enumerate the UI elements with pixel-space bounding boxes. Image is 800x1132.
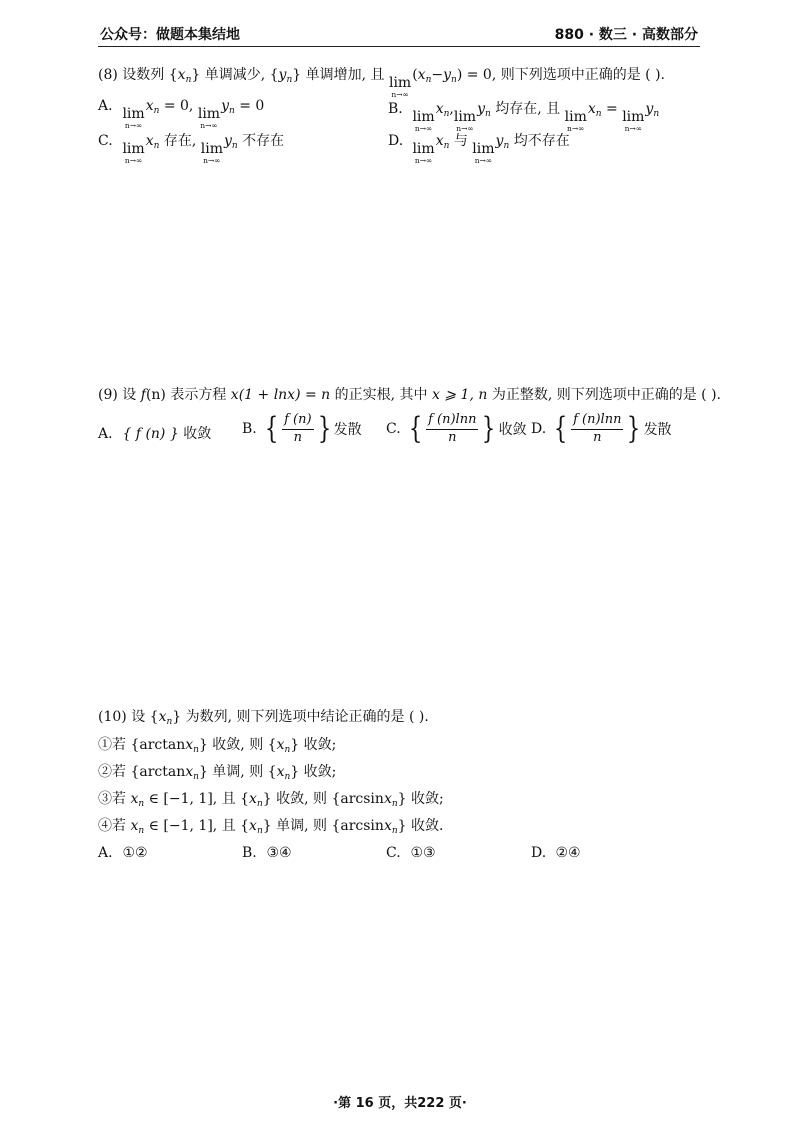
var-y: y bbox=[495, 133, 504, 149]
var-x: x bbox=[276, 764, 285, 780]
question-number: (8) bbox=[98, 67, 118, 83]
option-text: 与 bbox=[449, 133, 473, 149]
header-source: 公众号：做题本集结地 bbox=[100, 27, 240, 43]
q8-option-a[interactable] bbox=[98, 98, 264, 130]
option-letter: B. bbox=[242, 845, 257, 861]
sub-n: n bbox=[653, 109, 660, 119]
q9-option-a[interactable] bbox=[98, 423, 211, 443]
option-body bbox=[242, 413, 362, 446]
var-x: x bbox=[177, 67, 186, 83]
stem-text: 设数列 { bbox=[117, 67, 178, 83]
lim-sub: n→∞ bbox=[391, 90, 409, 99]
left-brace: { bbox=[553, 411, 568, 447]
stem-text: ) = 0, 则下列选项中正确的是 ( ). bbox=[456, 67, 666, 83]
stmt-text: } 收敛; bbox=[290, 764, 337, 780]
sub-n: n bbox=[138, 799, 145, 809]
q8-option-d[interactable] bbox=[388, 130, 570, 165]
stem-text: 设 { bbox=[126, 709, 159, 725]
q10-option-d[interactable] bbox=[531, 845, 581, 861]
lim-word: lim bbox=[122, 141, 145, 157]
lim-sub: n→∞ bbox=[124, 121, 143, 130]
question-10 bbox=[98, 706, 710, 727]
sub-n: n bbox=[153, 106, 160, 116]
sub-n: n bbox=[284, 745, 291, 755]
lim-word: lim bbox=[197, 106, 221, 122]
var-y: y bbox=[443, 67, 452, 83]
stmt-text: } 收敛. bbox=[397, 818, 444, 834]
stem-text: − bbox=[431, 67, 444, 83]
option-text: = 0 bbox=[234, 98, 265, 114]
var-y: y bbox=[223, 133, 232, 149]
question-9-stem bbox=[98, 384, 721, 404]
option-letter: B. bbox=[242, 421, 257, 438]
var-x: x bbox=[130, 818, 139, 834]
lim-word: lim bbox=[200, 141, 223, 157]
sub-n: n bbox=[193, 745, 199, 755]
denominator: n bbox=[448, 429, 457, 445]
option-text: ①② bbox=[122, 845, 148, 861]
var-f: f bbox=[140, 387, 146, 403]
var-x: x bbox=[185, 737, 194, 753]
sub-n: n bbox=[443, 141, 450, 151]
sub-n: n bbox=[231, 141, 238, 151]
option-text: = bbox=[601, 101, 623, 117]
option-letter: A. bbox=[98, 98, 113, 114]
lim-sub: n→∞ bbox=[203, 156, 221, 165]
lim-sub: n→∞ bbox=[474, 156, 493, 165]
stmt-text: ∈ [−1, 1], 且 { bbox=[144, 791, 250, 807]
stem-text: } 单调减少, { bbox=[191, 67, 279, 83]
q8-option-c[interactable] bbox=[98, 130, 284, 165]
q10-option-c[interactable] bbox=[386, 845, 436, 861]
option-text: 不存在 bbox=[237, 133, 285, 149]
var-x: x bbox=[145, 98, 154, 114]
option-text: 发散 bbox=[643, 422, 672, 439]
var-x: x bbox=[158, 709, 167, 725]
stmt-text: ①若 {arctan bbox=[98, 737, 186, 753]
stmt-text: } 单调, 则 {arcsin bbox=[262, 818, 384, 834]
lim-word: lim bbox=[472, 141, 495, 157]
var-x: x bbox=[383, 791, 392, 807]
option-letter: C. bbox=[386, 845, 401, 861]
lim-sub: n→∞ bbox=[567, 124, 585, 133]
stmt-text: } 收敛; bbox=[290, 737, 337, 753]
limit bbox=[412, 142, 434, 165]
var-y: y bbox=[645, 101, 654, 117]
sub-n: n bbox=[443, 109, 450, 119]
limit bbox=[198, 107, 220, 130]
statement-1 bbox=[98, 734, 336, 755]
lim-sub: n→∞ bbox=[624, 124, 642, 133]
lim-sub: n→∞ bbox=[456, 124, 474, 133]
option-letter: C. bbox=[386, 421, 401, 438]
limit bbox=[389, 76, 411, 99]
stmt-text: ④若 bbox=[98, 818, 131, 834]
option-letter: B. bbox=[388, 101, 403, 117]
lim-word: lim bbox=[122, 106, 145, 122]
numerator: f (n)lnn bbox=[571, 413, 623, 430]
numerator: f (n) bbox=[282, 413, 313, 430]
fraction bbox=[426, 413, 478, 446]
option-letter: C. bbox=[98, 133, 113, 149]
var-x: x bbox=[249, 818, 257, 834]
question-8-stem bbox=[98, 64, 710, 99]
page-footer: ·第 16 页，共222 页· bbox=[333, 1096, 467, 1111]
stmt-text: } 收敛, 则 {arcsin bbox=[262, 791, 384, 807]
left-brace: { bbox=[408, 411, 423, 447]
stmt-text: ②若 {arctan bbox=[98, 764, 186, 780]
option-text: 存在, bbox=[159, 133, 201, 149]
option-text: = 0, bbox=[159, 98, 198, 114]
limit bbox=[122, 142, 144, 165]
option-letter: A. bbox=[98, 426, 113, 442]
option-text: ②④ bbox=[555, 845, 581, 861]
question-number: (9) bbox=[98, 387, 118, 403]
var-x: x bbox=[435, 101, 444, 117]
denominator: n bbox=[293, 429, 303, 445]
sub-n: n bbox=[595, 109, 602, 119]
limit bbox=[201, 142, 223, 165]
lim-word: lim bbox=[453, 109, 477, 125]
var-x: x bbox=[130, 791, 139, 807]
stmt-text: ∈ [−1, 1], 且 { bbox=[144, 818, 250, 834]
lim-word: lim bbox=[564, 109, 587, 125]
limit bbox=[622, 110, 644, 133]
stmt-text: } 单调, 则 { bbox=[198, 764, 277, 780]
stem-text: ( bbox=[412, 67, 418, 83]
stem-text: } 为数列, 则下列选项中结论正确的是 ( ). bbox=[172, 709, 429, 725]
sub-n: n bbox=[503, 141, 510, 151]
sub-n: n bbox=[391, 799, 398, 809]
right-brace: } bbox=[627, 411, 641, 447]
var-x: x bbox=[276, 737, 285, 753]
fraction bbox=[571, 413, 623, 446]
sub-n: n bbox=[451, 75, 457, 85]
statement-3 bbox=[98, 788, 444, 809]
option-letter: A. bbox=[98, 845, 113, 861]
option-text: ③④ bbox=[266, 845, 292, 861]
sub-n: n bbox=[286, 75, 293, 85]
sub-n: n bbox=[256, 799, 263, 809]
option-text: ①③ bbox=[410, 845, 436, 861]
option-letter: D. bbox=[531, 845, 547, 861]
stem-text: } 单调增加, 且 bbox=[292, 67, 389, 83]
sub-n: n bbox=[284, 772, 291, 782]
denominator: n bbox=[593, 429, 602, 445]
page-header bbox=[98, 22, 700, 47]
numerator: f (n)lnn bbox=[426, 413, 478, 430]
q9-option-b[interactable] bbox=[242, 413, 362, 446]
var-x: x bbox=[383, 818, 392, 834]
q8-option-b[interactable] bbox=[388, 98, 659, 133]
stem-text: 设 bbox=[117, 387, 141, 403]
option-text: 均不存在 bbox=[509, 133, 570, 149]
lim-sub: n→∞ bbox=[124, 156, 143, 165]
option-body bbox=[386, 413, 527, 446]
right-brace: } bbox=[317, 411, 331, 447]
q10-option-b[interactable] bbox=[242, 845, 292, 861]
option-text: 发散 bbox=[333, 422, 362, 439]
option-letter: D. bbox=[388, 133, 404, 149]
sub-n: n bbox=[485, 109, 491, 119]
limit bbox=[472, 142, 494, 165]
sub-n: n bbox=[193, 772, 199, 782]
question-8 bbox=[98, 64, 710, 99]
right-brace: } bbox=[482, 411, 496, 447]
fraction bbox=[282, 413, 313, 446]
sub-n: n bbox=[185, 75, 192, 85]
stmt-text: } 收敛, 则 { bbox=[198, 737, 277, 753]
stem-text: 的正实根, 其中 bbox=[330, 387, 433, 403]
var-x: x bbox=[249, 791, 257, 807]
option-text: 收敛 bbox=[498, 422, 527, 439]
lim-sub: n→∞ bbox=[414, 156, 433, 165]
question-number: (10) bbox=[98, 709, 127, 725]
sub-n: n bbox=[138, 826, 145, 836]
sub-n: n bbox=[391, 826, 398, 836]
stem-text: 表示方程 bbox=[165, 387, 231, 403]
limit bbox=[122, 107, 144, 130]
q9-option-c[interactable] bbox=[386, 413, 527, 446]
var-y: y bbox=[278, 67, 287, 83]
lim-word: lim bbox=[412, 141, 435, 157]
lim-sub: n→∞ bbox=[200, 121, 218, 130]
option-text: , bbox=[449, 101, 454, 117]
sub-n: n bbox=[229, 106, 235, 116]
q9-option-d[interactable] bbox=[531, 413, 672, 446]
var-x: x bbox=[587, 101, 596, 117]
stmt-text: } 收敛; bbox=[397, 791, 444, 807]
sub-n: n bbox=[256, 826, 263, 836]
question-9 bbox=[98, 384, 721, 404]
stem-text: 为正整数, 则下列选项中正确的是 ( ). bbox=[487, 387, 721, 403]
stmt-text: ③若 bbox=[98, 791, 131, 807]
lim-word: lim bbox=[622, 109, 645, 125]
condition: x ⩾ 1, n bbox=[432, 387, 488, 403]
sub-n: n bbox=[153, 141, 160, 151]
question-10-stem bbox=[98, 706, 710, 727]
lim-word: lim bbox=[388, 75, 412, 91]
var-x: x bbox=[435, 133, 444, 149]
option-text: 均存在, 且 bbox=[490, 101, 565, 117]
q10-option-a[interactable] bbox=[98, 845, 148, 861]
statement-2 bbox=[98, 761, 336, 782]
stem-text: (n) bbox=[145, 387, 166, 403]
left-brace: { bbox=[264, 411, 279, 447]
option-body bbox=[531, 413, 672, 446]
option-letter: D. bbox=[531, 421, 547, 438]
option-text: 收敛 bbox=[178, 426, 212, 442]
var-y: y bbox=[477, 101, 485, 117]
var-y: y bbox=[221, 98, 229, 114]
lim-word: lim bbox=[412, 109, 435, 125]
header-section: 880 · 数三 · 高数部分 bbox=[554, 27, 698, 43]
sub-n: n bbox=[166, 717, 173, 727]
equation: x(1 + lnx) = n bbox=[230, 387, 331, 403]
lim-sub: n→∞ bbox=[414, 124, 433, 133]
option-expr: { f (n) } bbox=[122, 426, 179, 442]
var-x: x bbox=[417, 67, 426, 83]
var-x: x bbox=[145, 133, 154, 149]
var-x: x bbox=[185, 764, 194, 780]
statement-4 bbox=[98, 815, 443, 836]
sub-n: n bbox=[425, 75, 432, 85]
